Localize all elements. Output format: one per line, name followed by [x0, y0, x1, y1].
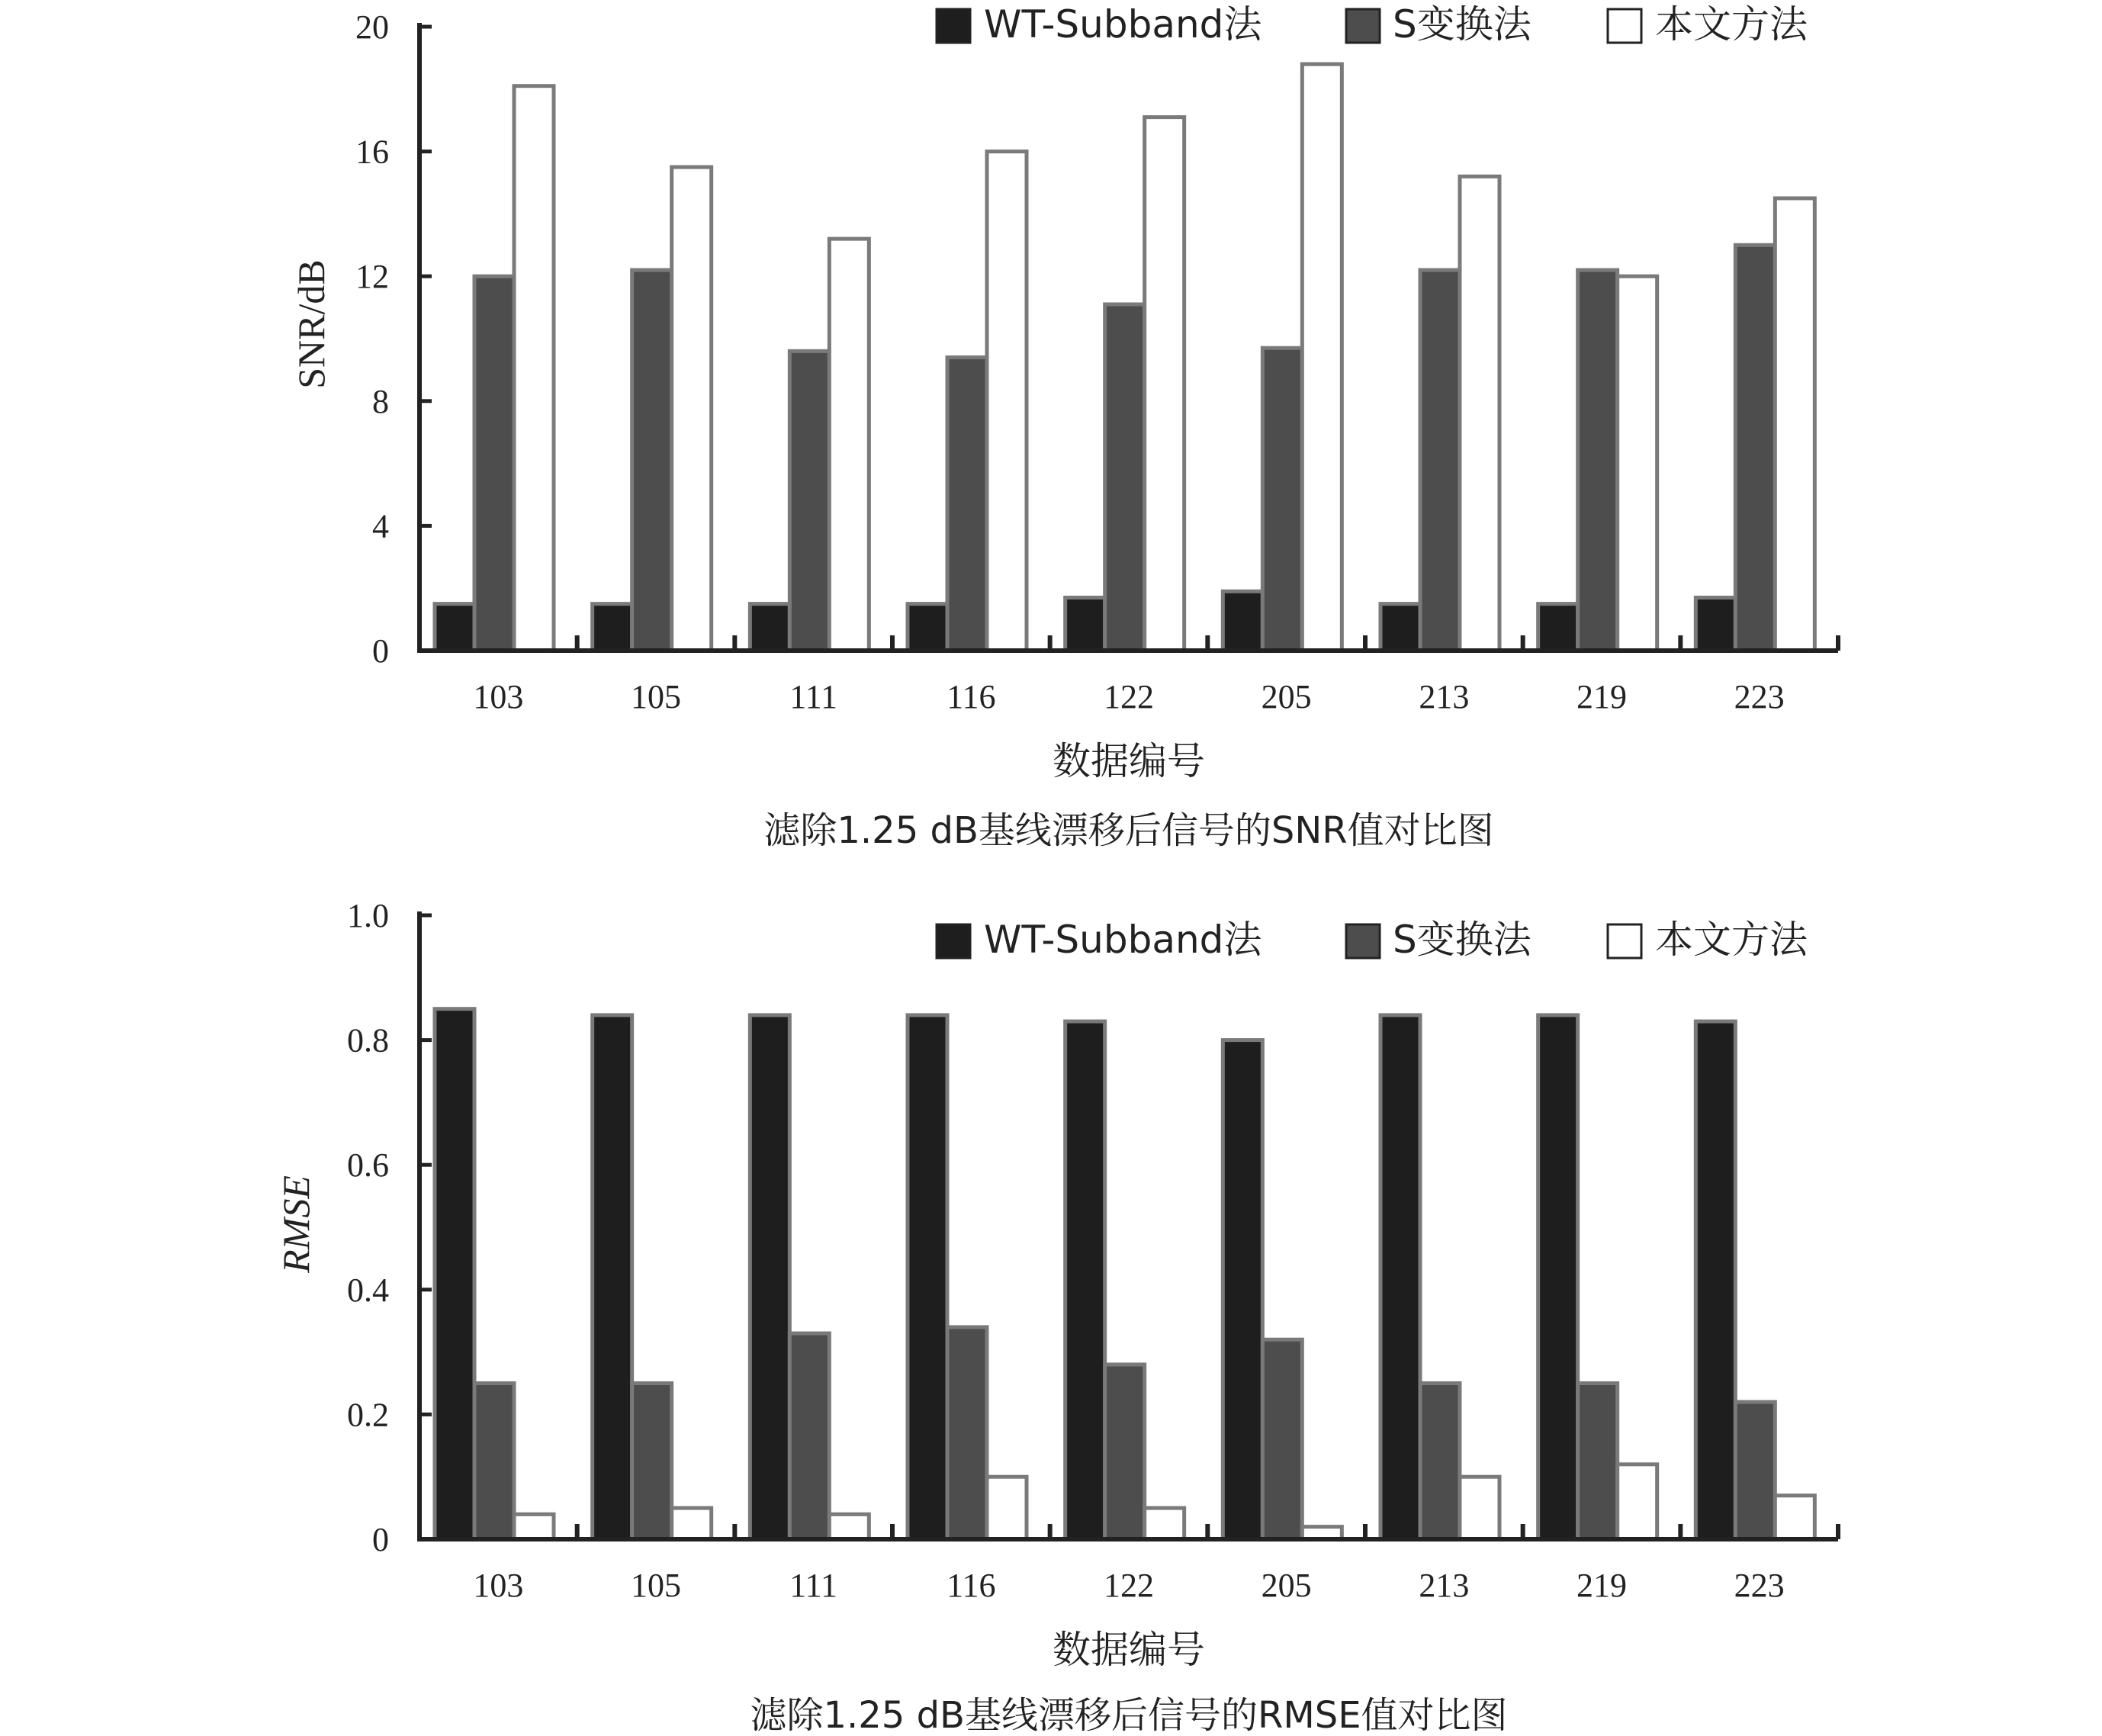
snr-legend-label-ours: 本文方法: [1655, 2, 1808, 47]
rmse-bar-ours-219: [1618, 1464, 1657, 1539]
snr-x-tick-213: 213: [1419, 678, 1470, 715]
rmse-x-tick-116: 116: [947, 1567, 996, 1604]
rmse-bar-ours-122: [1145, 1508, 1184, 1539]
snr-y-tick-0: 0: [372, 632, 389, 670]
snr-bar-ours-111: [829, 239, 869, 651]
rmse-caption: 滤除1.25 dB基线漂移后信号的RMSE值对比图: [750, 1694, 1508, 1736]
snr-bar-wt-213: [1380, 604, 1420, 651]
snr-bars: [435, 64, 1814, 651]
snr-bar-ours-205: [1302, 64, 1342, 651]
snr-bar-wt-223: [1695, 597, 1735, 651]
snr-legend-swatch-ours: [1608, 9, 1641, 43]
snr-bar-ours-223: [1775, 198, 1814, 651]
rmse-bar-ours-103: [514, 1514, 554, 1539]
snr-bar-wt-103: [435, 604, 474, 651]
rmse-x-ticks: [473, 1567, 1784, 1604]
rmse-y-tick-0.8: 0.8: [347, 1021, 389, 1059]
rmse-bar-s-205: [1262, 1339, 1302, 1539]
rmse-legend-swatch-wt: [937, 924, 970, 958]
snr-bar-ours-213: [1460, 176, 1499, 651]
rmse-bar-ours-116: [987, 1477, 1027, 1539]
snr-y-tick-20: 20: [355, 8, 389, 46]
rmse-x-tick-205: 205: [1261, 1567, 1312, 1604]
rmse-y-tick-0.2: 0.2: [347, 1396, 389, 1434]
snr-legend: [937, 2, 1808, 47]
rmse-bar-wt-105: [593, 1015, 632, 1539]
snr-chart: [290, 2, 1838, 852]
rmse-y-ticks: [347, 897, 389, 1558]
rmse-legend: [937, 918, 1808, 962]
snr-bar-s-205: [1262, 348, 1302, 651]
rmse-x-tick-122: 122: [1104, 1567, 1154, 1604]
snr-bar-s-103: [474, 276, 514, 651]
rmse-bar-wt-122: [1065, 1021, 1105, 1539]
snr-legend-swatch-wt: [937, 9, 970, 43]
rmse-legend-swatch-s: [1346, 924, 1380, 958]
rmse-legend-swatch-ours: [1608, 924, 1641, 958]
rmse-y-axis-title: RMSE: [275, 1175, 317, 1273]
rmse-bar-ours-105: [672, 1508, 712, 1539]
snr-x-tick-122: 122: [1104, 678, 1154, 715]
snr-x-ticks: [473, 678, 1784, 715]
snr-bar-ours-122: [1145, 117, 1184, 651]
rmse-x-tick-223: 223: [1734, 1567, 1785, 1604]
rmse-legend-label-wt: WT-Subband法: [984, 918, 1262, 962]
rmse-x-tick-213: 213: [1419, 1567, 1470, 1604]
snr-bar-wt-111: [750, 604, 789, 651]
snr-x-axis-title: 数据编号: [1053, 739, 1205, 783]
snr-y-axis-title: SNR/dB: [290, 259, 333, 389]
rmse-bar-wt-205: [1223, 1040, 1262, 1539]
snr-bar-ours-103: [514, 86, 554, 651]
snr-caption: 滤除1.25 dB基线漂移后信号的SNR值对比图: [763, 809, 1494, 852]
rmse-x-axis-title: 数据编号: [1053, 1628, 1205, 1672]
snr-legend-swatch-s: [1346, 9, 1380, 43]
rmse-bar-s-103: [474, 1384, 514, 1540]
rmse-x-tick-103: 103: [473, 1567, 524, 1604]
rmse-bar-wt-213: [1380, 1015, 1420, 1539]
rmse-bar-ours-223: [1775, 1496, 1814, 1539]
snr-bar-wt-219: [1538, 604, 1578, 651]
snr-x-tick-219: 219: [1576, 678, 1627, 715]
rmse-y-tick-0.4: 0.4: [347, 1271, 389, 1309]
snr-y-tick-12: 12: [355, 258, 389, 296]
rmse-bar-s-122: [1105, 1365, 1145, 1539]
snr-bar-wt-122: [1065, 597, 1105, 651]
snr-x-tick-111: 111: [789, 678, 838, 715]
snr-x-tick-116: 116: [947, 678, 996, 715]
rmse-bar-ours-213: [1460, 1477, 1499, 1539]
rmse-y-tick-0: 0: [372, 1521, 389, 1558]
rmse-y-tick-1.0: 1.0: [347, 897, 389, 934]
rmse-bar-s-223: [1735, 1402, 1775, 1539]
rmse-legend-label-ours: 本文方法: [1655, 918, 1808, 962]
snr-x-tick-205: 205: [1261, 678, 1312, 715]
rmse-x-tick-111: 111: [789, 1567, 838, 1604]
snr-bar-ours-219: [1618, 276, 1657, 651]
rmse-chart: [275, 897, 1838, 1736]
rmse-y-tick-0.6: 0.6: [347, 1146, 389, 1185]
snr-legend-label-wt: WT-Subband法: [984, 2, 1262, 47]
rmse-bar-s-116: [947, 1327, 987, 1539]
rmse-bar-wt-219: [1538, 1015, 1578, 1539]
snr-bar-s-105: [632, 270, 672, 651]
rmse-bar-s-111: [789, 1333, 829, 1539]
snr-y-tick-16: 16: [355, 133, 389, 171]
rmse-x-tick-105: 105: [631, 1567, 681, 1604]
snr-bar-s-116: [947, 358, 987, 651]
snr-y-tick-4: 4: [372, 507, 389, 545]
snr-bar-wt-105: [593, 604, 632, 651]
snr-bar-s-223: [1735, 245, 1775, 651]
rmse-bar-wt-103: [435, 1009, 474, 1539]
rmse-bar-wt-223: [1695, 1021, 1735, 1539]
snr-bar-wt-116: [908, 604, 947, 651]
rmse-bar-wt-116: [908, 1015, 947, 1539]
snr-bar-s-122: [1105, 304, 1145, 651]
snr-bar-wt-205: [1223, 591, 1262, 651]
snr-bar-s-219: [1578, 270, 1618, 651]
rmse-bar-s-213: [1420, 1384, 1460, 1540]
rmse-bars: [435, 1009, 1814, 1539]
rmse-bar-wt-111: [750, 1015, 789, 1539]
rmse-x-tick-219: 219: [1576, 1567, 1627, 1604]
rmse-legend-label-s: S变换法: [1393, 918, 1532, 962]
snr-bar-ours-116: [987, 152, 1027, 651]
snr-bar-s-213: [1420, 270, 1460, 651]
snr-x-tick-105: 105: [631, 678, 681, 715]
rmse-bar-s-219: [1578, 1384, 1618, 1540]
rmse-bar-ours-111: [829, 1514, 869, 1539]
rmse-bar-s-105: [632, 1384, 672, 1540]
snr-x-tick-223: 223: [1734, 678, 1785, 715]
snr-y-tick-8: 8: [372, 382, 389, 420]
snr-y-ticks: [355, 8, 389, 670]
snr-x-tick-103: 103: [473, 678, 524, 715]
snr-legend-label-s: S变换法: [1393, 2, 1532, 47]
snr-bar-s-111: [789, 351, 829, 651]
snr-bar-ours-105: [672, 167, 712, 651]
